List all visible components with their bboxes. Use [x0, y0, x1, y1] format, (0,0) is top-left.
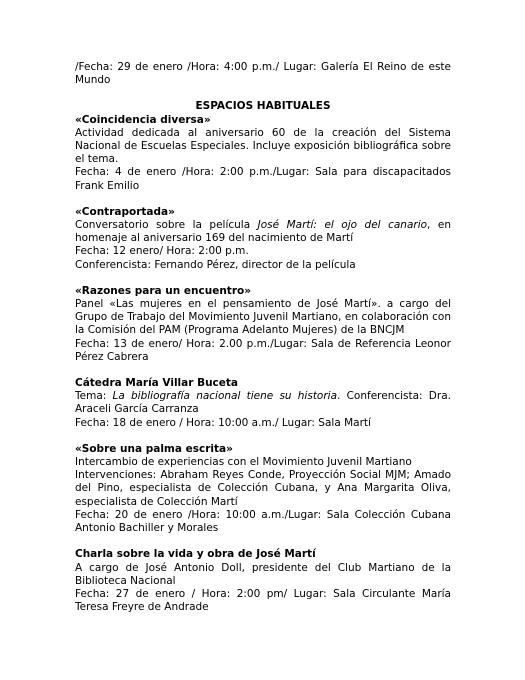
- event-title: «Razones para un encuentro»: [75, 284, 251, 297]
- event-contraportada: [75, 206, 451, 272]
- event-description: A cargo de José Antonio Doll, presidente del Club Martiano de la Biblioteca Nacional: [75, 561, 451, 587]
- speaker-text: . Conferencista: Dra. Araceli García Carranza: [75, 390, 451, 416]
- event-title: Cátedra María Villar Buceta: [75, 377, 239, 390]
- event-date: Fecha: 4 de enero /Hora: 2:00 p.m./Lugar: Sala para discapacitados Frank Emilio: [75, 166, 451, 192]
- event-description: Actividad dedicada al aniversario 60 de la creación del Sistema Nacional de Escuelas Especiales. Incluye exposición bibliográfica sobre el tema.: [75, 126, 451, 166]
- event-date: Fecha: 20 de enero /Hora: 10:00 a.m./Lugar: Sala Colección Cubana Antonio Bachiller y Morales: [75, 508, 451, 535]
- event-charla: [75, 548, 451, 614]
- description-part: Conversatorio sobre la película: [75, 219, 258, 232]
- event-title: «Contraportada»: [75, 205, 175, 218]
- event-interventions: Intervenciones: Abraham Reyes Conde, Proyección Social MJM; Amado del Pino, especialista de Colección Cubana, y Ana Margarita Oliva, especialista de Colección Martí: [75, 469, 451, 508]
- film-title: José Martí: el ojo del canario: [257, 219, 428, 232]
- event-catedra: [75, 377, 451, 430]
- event-date: Fecha: 12 enero/ Hora: 2:00 p.m.: [75, 245, 249, 258]
- page-content: [75, 61, 451, 614]
- event-coincidencia: [75, 114, 451, 193]
- event-title: Charla sobre la vida y obra de José Martí: [75, 548, 316, 561]
- event-palma: [75, 443, 451, 535]
- event-date: Fecha: 27 de enero / Hora: 2:00 pm/ Lugar: Sala Circulante María Teresa Freyre de Andrade: [75, 587, 451, 614]
- tema-title: La bibliografía nacional tiene su historia: [112, 390, 338, 403]
- event-date: Fecha: 13 de enero/ Hora: 2.00 p.m./Lugar: Sala de Referencia Leonor Pérez Cabrera: [75, 337, 451, 363]
- tema-label: Tema:: [75, 390, 113, 403]
- section-heading: ESPACIOS HABITUALES: [195, 100, 331, 113]
- event-date: Fecha: 18 de enero / Hora: 10:00 a.m./ Lugar: Sala Martí: [75, 416, 371, 429]
- event-description: Intercambio de experiencias con el Movimiento Juvenil Martiano: [75, 456, 412, 469]
- event-description: [75, 390, 451, 416]
- event-title: «Coincidencia diversa»: [75, 113, 211, 126]
- event-speaker: Conferencista: Fernando Pérez, director de la película: [75, 258, 356, 271]
- event-description: Panel «Las mujeres en el pensamiento de José Martí». a cargo del Grupo de Trabajo del Movimiento Juvenil Martiano, en colaboración con la Comisión del PAM (Programa Adelanto Mujeres) de la BNCJM: [75, 298, 451, 337]
- event-description: [75, 219, 451, 245]
- event-razones: [75, 285, 451, 364]
- description-part: , en homenaje al aniversario 169 del nacimiento de Martí: [75, 219, 451, 245]
- event-title: «Sobre una palma escrita»: [75, 442, 233, 455]
- intro-line: /Fecha: 29 de enero /Hora: 4:00 p.m./ Lugar: Galería El Reino de este Mundo: [75, 61, 451, 87]
